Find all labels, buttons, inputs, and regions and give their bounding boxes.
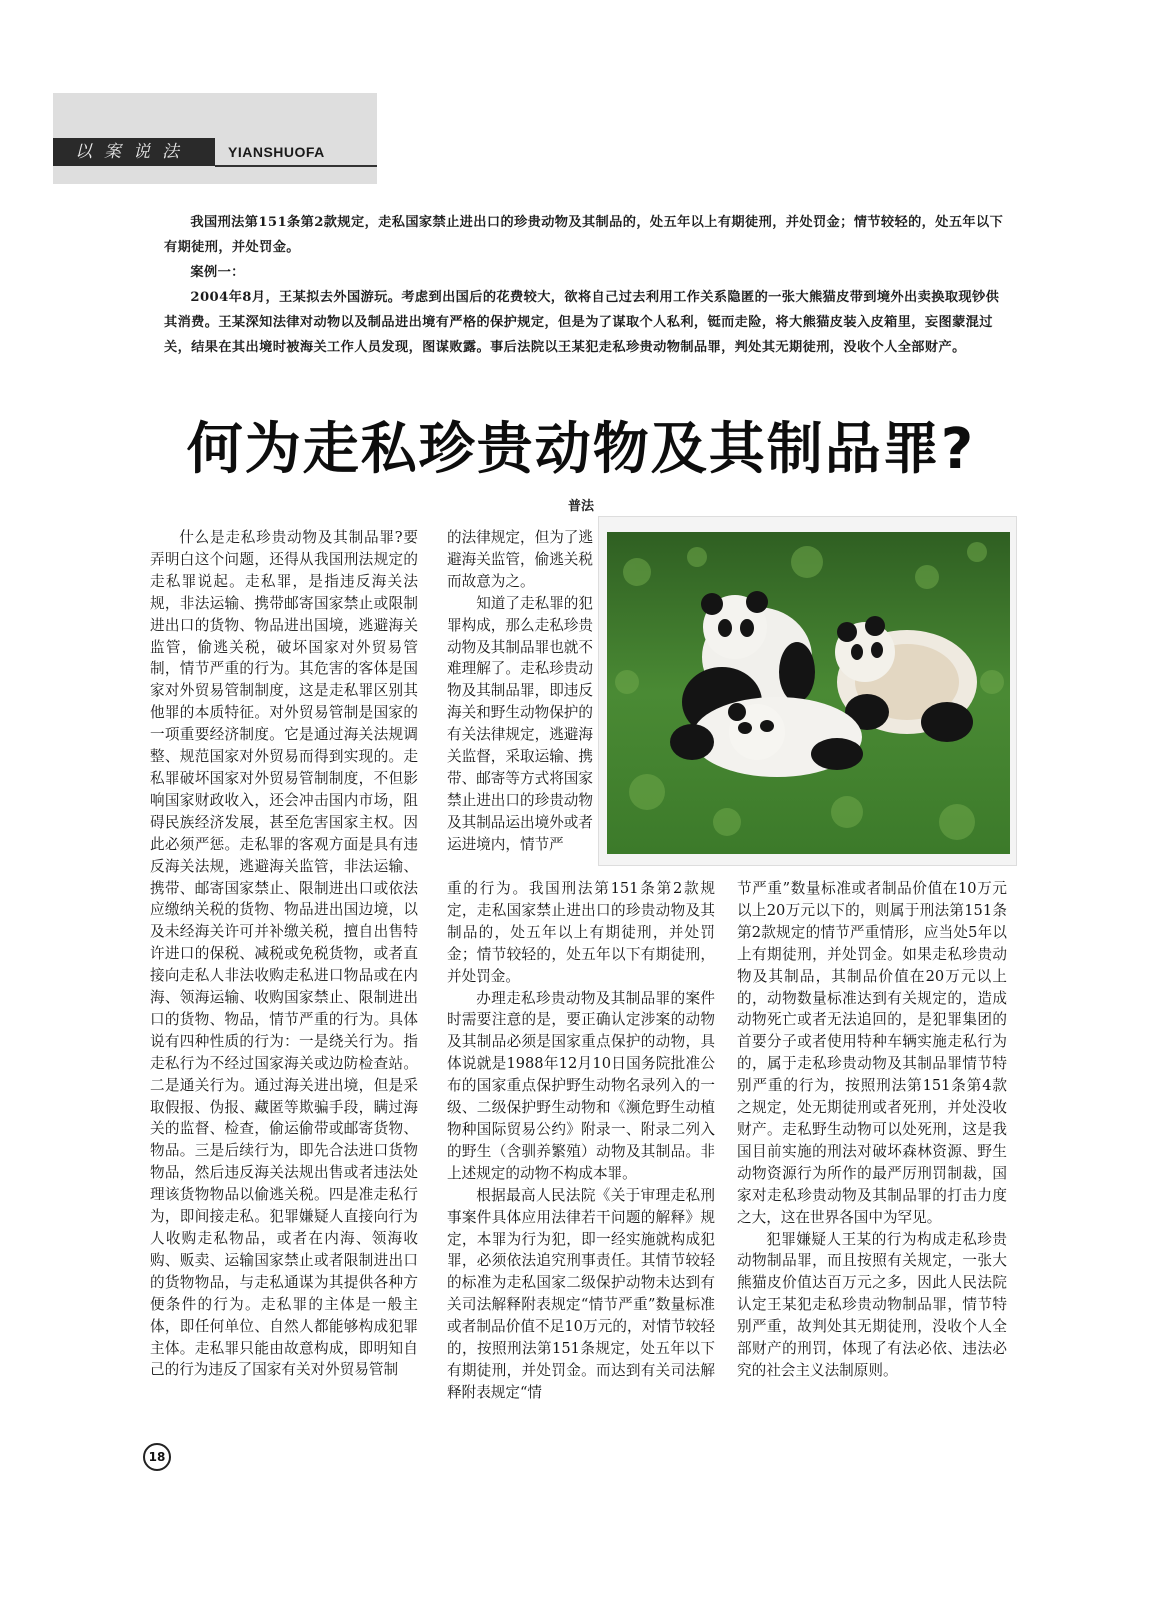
case-label: 案例一： — [190, 265, 245, 280]
lead-law-text: 我国刑法第151条第2款规定，走私国家禁止进出口的珍贵动物及其制品的，处五年以上有期徒刑，并处罚金；情节较轻的，处五年以下有期徒刑，并处罚金。 — [164, 215, 1004, 255]
column-name-en: YIANSHUOFA — [228, 144, 325, 160]
article-column-1 — [150, 527, 418, 1600]
paragraph: 根据最高人民法院《关于审理走私刑事案件具体应用法律若干问题的解释》规定，本罪为行为犯，即一经实施就构成犯罪，必须依法追究刑事责任。其情节较轻的标准为走私国家二级保护动物未达到有关司法解释附表规定“情节严重”数量标准或者制品价值不足10万元的，对情节较轻的，按照刑法第151条规定，处五年以下有期徒刑，并处罚金。而达到有关司法解释附表规定“情 — [447, 1186, 715, 1401]
paragraph: 重的行为。我国刑法第151条第2款规定，走私国家禁止进出口的珍贵动物及其制品的，处五年以上有期徒刑，并处罚金；情节较轻的，处五年以下有期徒刑，并处罚金。 — [447, 880, 715, 985]
panda-illustration — [607, 532, 1010, 854]
panda-photo — [598, 516, 1017, 866]
paragraph: 的法律规定，但为了逃避海关监管，偷逃关税而故意为之。 — [447, 529, 593, 590]
article-column-2-upper — [447, 527, 593, 856]
lead-block — [164, 210, 1011, 360]
article-byline: 普法 — [567, 499, 594, 514]
paragraph: 犯罪嫌疑人王某的行为构成走私珍贵动物制品罪，而且按照有关规定，一张大熊猫皮价值达百万元之多，因此人民法院认定王某犯走私珍贵动物制品罪，情节特别严重，故判处其无期徒刑，没收个人全部财产的刑罚，体现了有法必依、违法必究的社会主义法制原则。 — [737, 1230, 1007, 1379]
page-number: 18 — [143, 1443, 171, 1471]
article-column-3 — [737, 878, 1007, 1382]
article-title: 何为走私珍贵动物及其制品罪? — [186, 417, 976, 482]
paragraph: 知道了走私罪的犯罪构成，那么走私珍贵动物及其制品罪也就不难理解了。走私珍贵动物及其制品罪，即违反海关和野生动物保护的有关法律规定，逃避海关监督，采取运输、携带、邮寄等方式将国家禁止进出口的珍贵动物及其制品运出境外或者运进境内，情节严 — [447, 594, 593, 853]
header-rule — [215, 165, 377, 167]
paragraph: 办理走私珍贵动物及其制品罪的案件时需要注意的是，要正确认定涉案的动物及其制品必须是国家重点保护的动物，具体说就是1988年12月10日国务院批准公布的国家重点保护野生动物名录列入的一级、二级保护野生动物和《濒危野生动植物种国际贸易公约》附录一、附录二列入的野生（含驯养繁殖）动物及其制品。非上述规定的动物不构成本罪。 — [447, 989, 715, 1182]
column-name-cn: 以案说法 — [53, 138, 215, 166]
paragraph: 节严重”数量标准或者制品价值在10万元以上20万元以下的，则属于刑法第151条第2款规定的情节严重情形，应当处5年以上有期徒刑，并处罚金。如果走私珍贵动物及其制品，其制品价值在20万元以上的，动物数量标准达到有关规定的，造成动物死亡或者无法追回的，是犯罪集团的首要分子或者使用特种车辆实施走私行为的，属于走私珍贵动物及其制品罪情节特别严重的行为，按照刑法第151条第4款之规定，处无期徒刑或者死刑，并处没收财产。走私野生动物可以处死刑，这是我国目前实施的刑法对破坏森林资源、野生动物资源行为所作的最严厉刑罚制裁，国家对走私珍贵动物及其制品罪的打击力度之大，这在世界各国中为罕见。 — [737, 880, 1007, 1226]
case-text: 2004年8月，王某拟去外国游玩。考虑到出国后的花费较大，欲将自己过去利用工作关系隐匿的一张大熊猫皮带到境外出卖换取现钞供其消费。王某深知法律对动物以及制品进出境有严格的保护规定，但是为了谋取个人私利，铤而走险，将大熊猫皮装入皮箱里，妄图蒙混过关，结果在其出境时被海关工作人员发现，图谋败露。事后法院以王某犯走私珍贵动物制品罪，判处其无期徒刑，没收个人全部财产。 — [164, 290, 1000, 355]
article-column-2-lower — [447, 878, 715, 1404]
paragraph: 什么是走私珍贵动物及其制品罪?要弄明白这个问题，还得从我国刑法规定的走私罪说起。走私罪，是指违反海关法规，非法运输、携带邮寄国家禁止或限制进出口的货物、物品进出国境，逃避海关监管，偷逃关税，破坏国家对外贸易管制，情节严重的行为。其危害的客体是国家对外贸易管制制度，这是走私罪区别其他罪的本质特征。对外贸易管制是国家的一项重要经济制度。它是通过海关法规调整、规范国家对外贸易而得到实现的。走私罪破坏国家对外贸易管制制度，不但影响国家财政收入，还会冲击国内市场，阻碍民族经济发展，甚至危害国家主权。因此必须严惩。走私罪的客观方面是具有违反海关法规，逃避海关监管，非法运输、携带、邮寄国家禁止、限制进出口或依法应缴纳关税的货物、物品进出国边境，以及未经海关许可并补缴关税，擅自出售特许进口的保税、减税或免税货物，或者直接向走私人非法收购走私进口物品或在内海、领海运输、收购国家禁止、限制进出口的货物、物品，情节严重的行为。具体说有四种性质的行为：一是绕关行为。指走私行为不经过国家海关或边防检查站。二是通关行为。通过海关进出境，但是采取假报、伪报、藏匿等欺骗手段，瞒过海关的监督、检查，偷运偷带或邮寄货物、物品。三是后续行为，即先合法进口货物物品，然后违反海关法规出售或者违法处理该货物物品以偷逃关税。四是准走私行为，即间接走私。犯罪嫌疑人直接向行为人收购走私物品，或者在内海、领海收购、贩卖、运输国家禁止或者限制进出口的货物物品，与走私通谋为其提供各种方便条件的行为。走私罪的主体是一般主体，即任何单位、自然人都能够构成犯罪主体。走私罪只能由故意构成，即明知自己的行为违反了国家有关对外贸易管制 — [150, 529, 418, 1379]
